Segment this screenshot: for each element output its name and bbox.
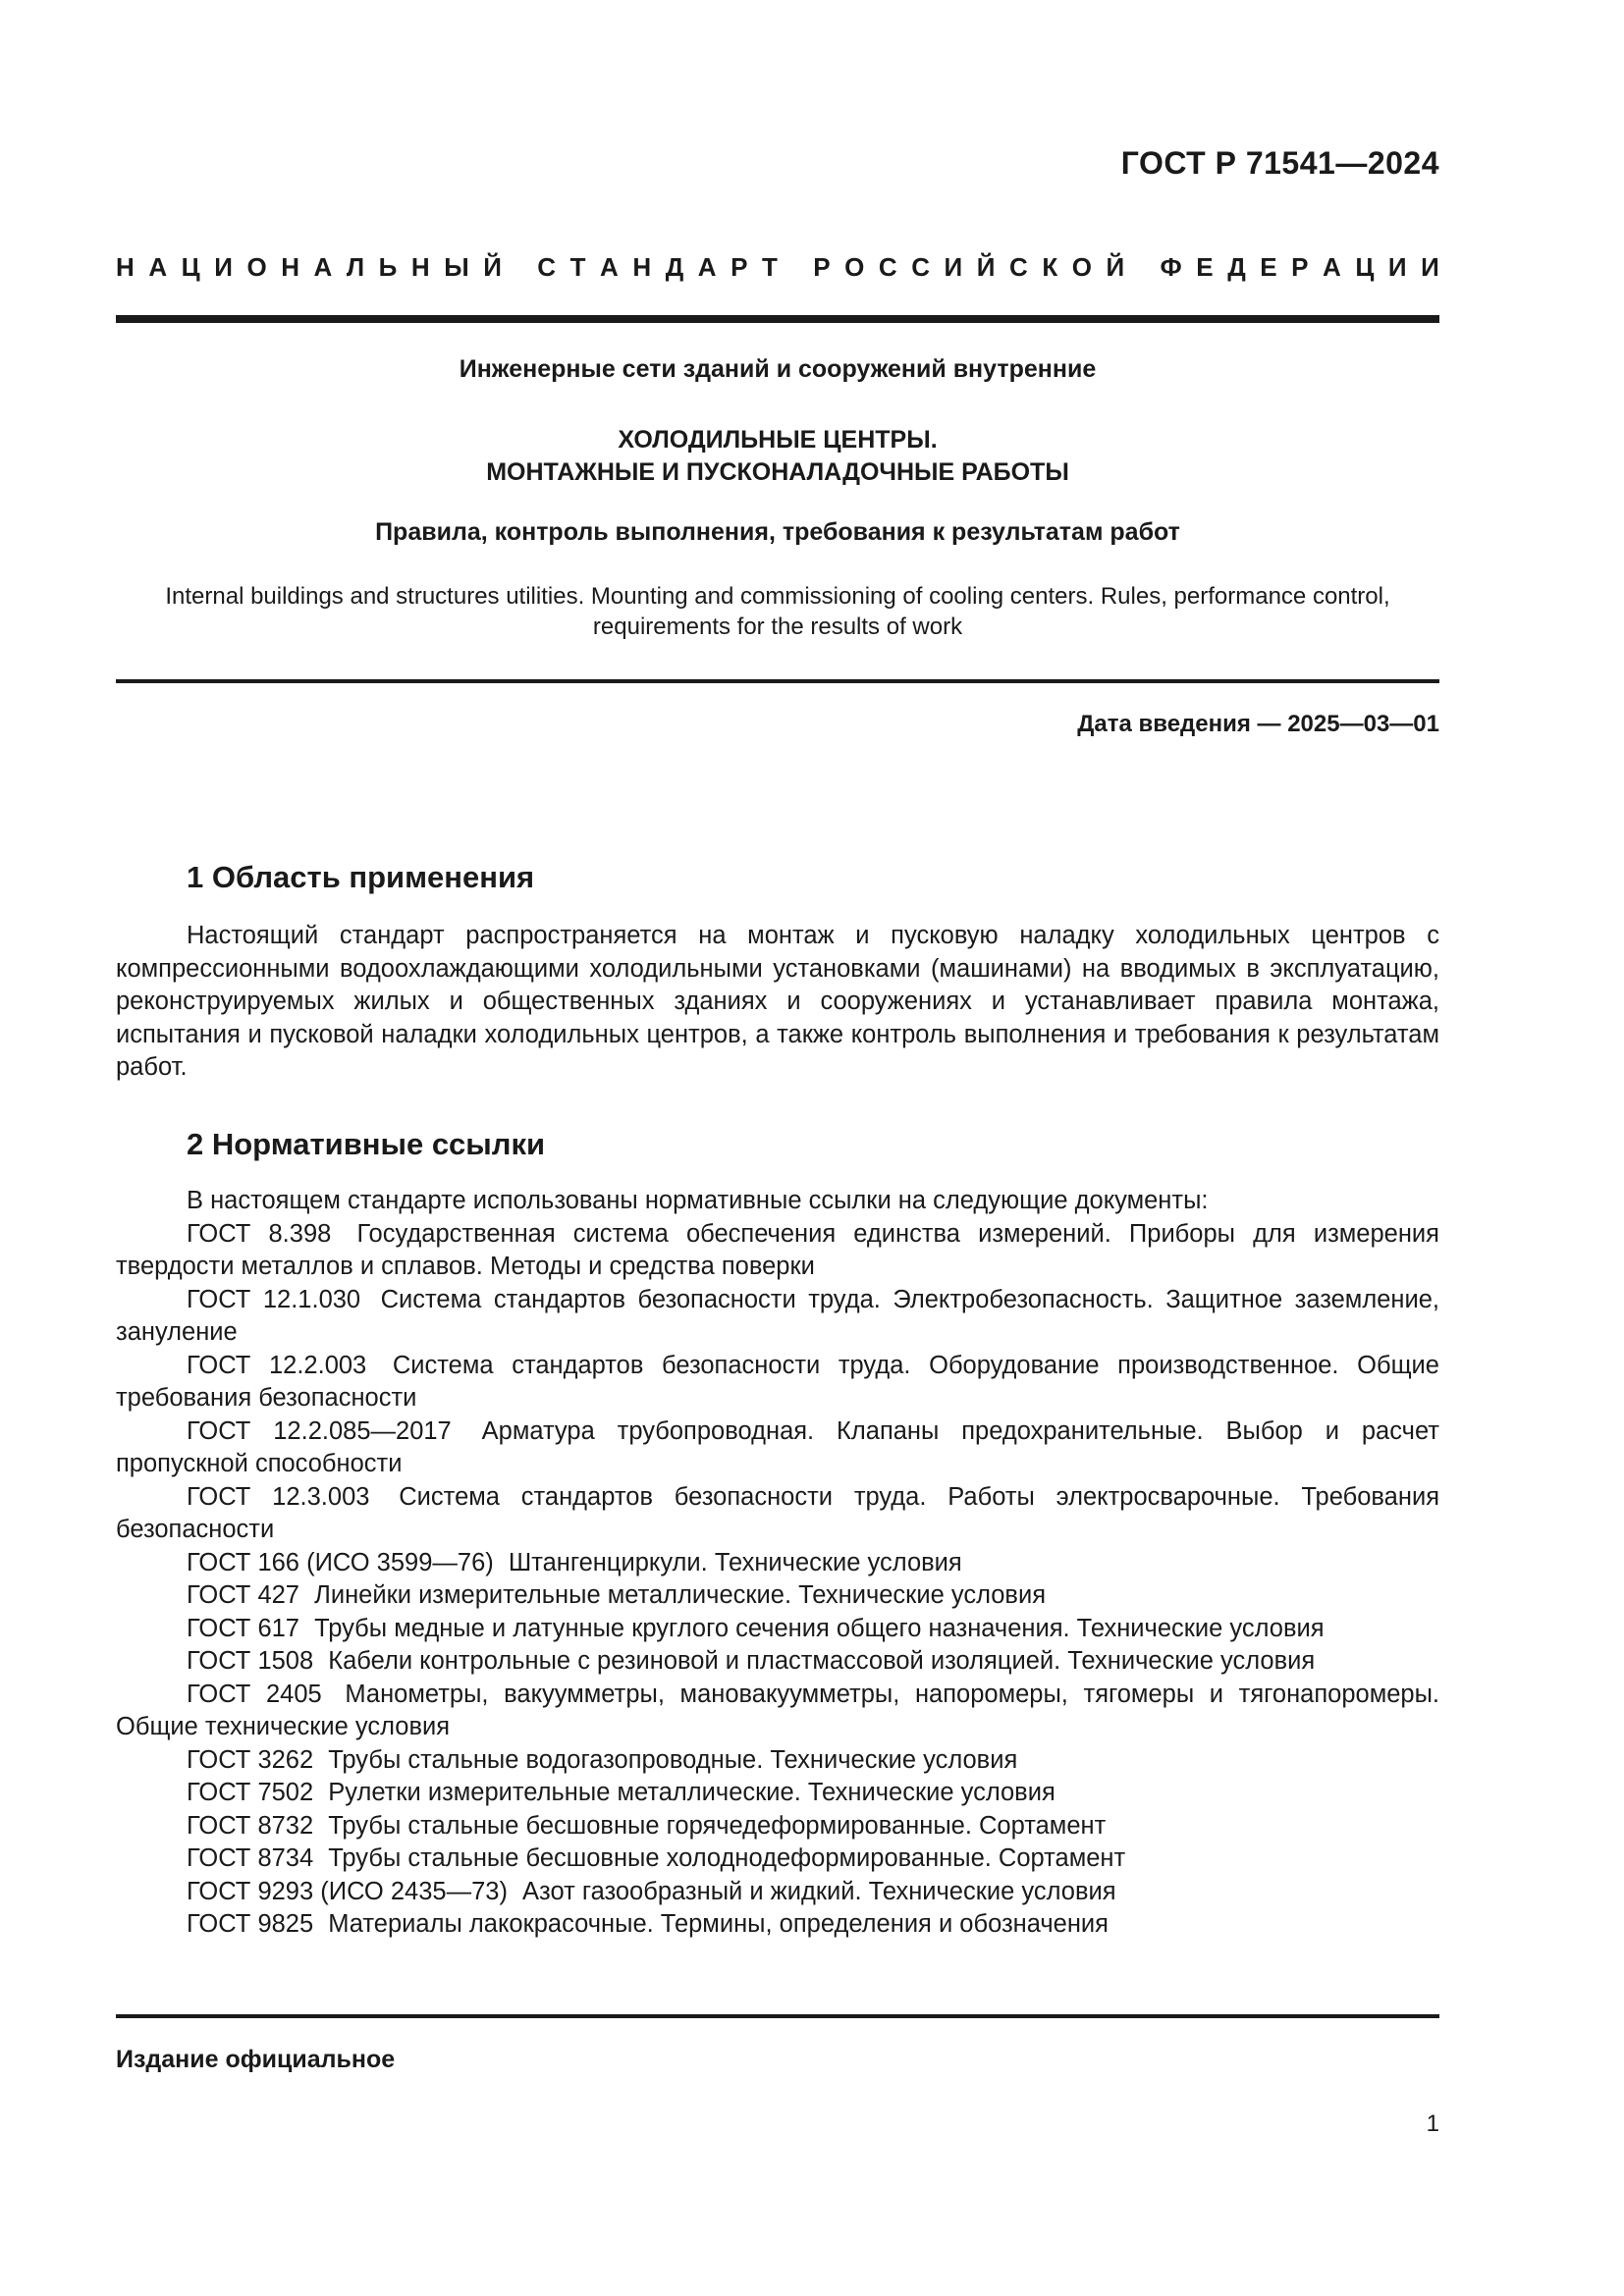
reference-code: ГОСТ 8.398 bbox=[187, 1219, 332, 1248]
normative-reference bbox=[116, 1645, 1439, 1679]
footer-rule bbox=[116, 2014, 1439, 2018]
reference-title: Государственная система обеспечения единства измерений. Приборы для измерения твердости металлов и сплавов. Методы и средства поверки bbox=[116, 1219, 1439, 1280]
title-main bbox=[116, 424, 1439, 489]
banner-letter: Р bbox=[1291, 252, 1309, 282]
standard-number: ГОСТ Р 71541—2024 bbox=[1120, 145, 1439, 181]
reference-code: ГОСТ 8734 bbox=[187, 1844, 314, 1872]
normative-references-list bbox=[116, 1185, 1439, 1942]
banner-letter: А bbox=[148, 252, 168, 282]
banner-letter: О bbox=[246, 252, 267, 282]
banner-letter: Й bbox=[483, 252, 502, 282]
banner-letter: С bbox=[911, 252, 930, 282]
banner-letter: Ф bbox=[1160, 252, 1182, 282]
normative-reference bbox=[116, 1579, 1439, 1613]
reference-title: Азот газообразный и жидкий. Технические условия bbox=[522, 1877, 1116, 1905]
banner-letter: Н bbox=[410, 252, 430, 282]
edition-label: Издание официальное bbox=[116, 2046, 396, 2073]
reference-title: Арматура трубопроводная. Клапаны предохранительные. Выбор и расчет пропускной способности bbox=[116, 1416, 1439, 1477]
reference-code: ГОСТ 1508 bbox=[187, 1647, 314, 1675]
banner-letter: А bbox=[1323, 252, 1341, 282]
date-of-introduction: Дата введения — 2025—03—01 bbox=[1077, 711, 1439, 737]
section-refs-heading: 2 Нормативные ссылки bbox=[187, 1127, 546, 1161]
banner-letter: Д bbox=[665, 252, 684, 282]
banner-letter: А bbox=[600, 252, 619, 282]
reference-code: ГОСТ 2405 bbox=[187, 1680, 322, 1708]
reference-title: Система стандартов безопасности труда. Электробезопасность. Защитное заземление, зануление bbox=[116, 1285, 1439, 1346]
banner-letter: Ь bbox=[378, 252, 398, 282]
normative-reference bbox=[116, 1744, 1439, 1778]
title-english bbox=[116, 581, 1439, 642]
reference-code: ГОСТ 12.3.003 bbox=[187, 1482, 370, 1511]
title-group: Инженерные сети зданий и сооружений внутренние bbox=[459, 355, 1097, 383]
banner-letter: Ы bbox=[444, 252, 469, 282]
normative-reference bbox=[116, 1679, 1439, 1744]
title-rule bbox=[116, 679, 1439, 683]
reference-code: ГОСТ 9293 (ИСО 2435—73) bbox=[187, 1877, 508, 1905]
national-standard-banner bbox=[116, 252, 1439, 283]
normative-reference bbox=[116, 1218, 1439, 1284]
title-english-line-2: requirements for the results of work bbox=[592, 614, 963, 640]
normative-reference bbox=[116, 1810, 1439, 1843]
reference-code: ГОСТ 7502 bbox=[187, 1779, 314, 1806]
section-scope-heading: 1 Область применения bbox=[187, 860, 535, 894]
banner-letter: Н bbox=[116, 252, 135, 282]
banner-letter: С bbox=[537, 252, 557, 282]
normative-reference bbox=[116, 1350, 1439, 1415]
banner-letter: О bbox=[1071, 252, 1092, 282]
title-main-line-2: МОНТАЖНЫЕ И ПУСКОНАЛАДОЧНЫЕ РАБОТЫ bbox=[486, 458, 1069, 486]
banner-letter: А bbox=[313, 252, 333, 282]
refs-intro: В настоящем стандарте использованы нормативные ссылки на следующие документы: bbox=[187, 1187, 1209, 1214]
banner-letter: Й bbox=[976, 252, 996, 282]
reference-title: Манометры, вакуумметры, мановакуумметры, напоромеры, тягомеры и тягонапоромеры. Общие технические условия bbox=[116, 1680, 1440, 1740]
title-main-line-1: ХОЛОДИЛЬНЫЕ ЦЕНТРЫ. bbox=[618, 426, 938, 454]
banner-letter: Р bbox=[731, 252, 748, 282]
banner-letter: И bbox=[214, 252, 233, 282]
reference-title: Система стандартов безопасности труда. Оборудование производственное. Общие требования безопасности bbox=[116, 1351, 1439, 1412]
banner-letter: Е bbox=[1260, 252, 1277, 282]
banner-letter: Р bbox=[813, 252, 831, 282]
banner-letter: Л bbox=[346, 252, 365, 282]
reference-code: ГОСТ 12.2.085—2017 bbox=[187, 1416, 452, 1445]
banner-letter: Д bbox=[1227, 252, 1246, 282]
banner-letter bbox=[1139, 252, 1146, 283]
reference-title: Рулетки измерительные металлические. Технические условия bbox=[328, 1779, 1056, 1806]
reference-title: Трубы стальные бесшовные холоднодеформированные. Сортамент bbox=[328, 1844, 1126, 1872]
normative-reference bbox=[116, 1284, 1439, 1350]
banner-letter: Т bbox=[761, 252, 778, 282]
reference-code: ГОСТ 8732 bbox=[187, 1811, 314, 1840]
normative-reference bbox=[116, 1908, 1439, 1942]
title-subtitle: Правила, контроль выполнения, требования к результатам работ bbox=[375, 518, 1180, 546]
reference-code: ГОСТ 427 bbox=[187, 1581, 299, 1609]
banner-letter: К bbox=[1042, 252, 1058, 282]
banner-letter: И bbox=[1421, 252, 1439, 282]
banner-letter: О bbox=[844, 252, 865, 282]
section-scope-text: Настоящий стандарт распространяется на монтаж и пусковую наладку холодильных центров с компрессионными водоохлаждающими холодильными установками (машинами) на вводимых в эксплуатацию, реконструируемых жилых и общественных зданиях и сооружениях и устанавливает правила монтажа, испытания и пусковой наладки холодильных центров, а также контроль выполнения и требования к результатам работ. bbox=[116, 922, 1439, 1081]
banner-letter: Н bbox=[281, 252, 299, 282]
reference-title: Материалы лакокрасочные. Термины, определения и обозначения bbox=[328, 1910, 1109, 1938]
reference-title: Трубы стальные бесшовные горячедеформированные. Сортамент bbox=[328, 1811, 1107, 1840]
reference-title: Штангенциркули. Технические условия bbox=[508, 1548, 962, 1576]
banner-letter: Ц bbox=[1355, 252, 1375, 282]
banner-letter: Й bbox=[1106, 252, 1125, 282]
banner-letter bbox=[515, 252, 522, 283]
header-rule bbox=[116, 315, 1439, 323]
normative-reference bbox=[116, 1876, 1439, 1909]
banner-letter: С bbox=[1009, 252, 1028, 282]
banner-letter: С bbox=[878, 252, 897, 282]
banner-letter bbox=[791, 252, 798, 283]
normative-reference bbox=[116, 1481, 1439, 1547]
banner-letter: Н bbox=[632, 252, 652, 282]
reference-title: Трубы стальные водогазопроводные. Технические условия bbox=[328, 1745, 1018, 1774]
normative-reference bbox=[116, 1613, 1439, 1646]
reference-code: ГОСТ 12.1.030 bbox=[187, 1285, 361, 1313]
reference-code: ГОСТ 3262 bbox=[187, 1745, 314, 1774]
banner-letter: Т bbox=[569, 252, 586, 282]
reference-title: Система стандартов безопасности труда. Работы электросварочные. Требования безопасности bbox=[116, 1482, 1440, 1543]
normative-reference bbox=[116, 1777, 1439, 1810]
reference-code: ГОСТ 9825 bbox=[187, 1910, 314, 1938]
banner-letter: И bbox=[1387, 252, 1407, 282]
title-english-line-1: Internal buildings and structures utilities. Mounting and commissioning of cooling centers. Rules, performance control, bbox=[165, 583, 1390, 610]
page-number: 1 bbox=[1426, 2110, 1439, 2137]
reference-code: ГОСТ 166 (ИСО 3599—76) bbox=[187, 1548, 494, 1576]
banner-letter: А bbox=[697, 252, 717, 282]
banner-letter: Е bbox=[1196, 252, 1214, 282]
reference-code: ГОСТ 617 bbox=[187, 1614, 299, 1642]
reference-code: ГОСТ 12.2.003 bbox=[187, 1351, 367, 1379]
banner-letter: И bbox=[944, 252, 963, 282]
normative-reference bbox=[116, 1415, 1439, 1481]
reference-title: Трубы медные и латунные круглого сечения общего назначения. Технические условия bbox=[314, 1614, 1325, 1642]
banner-letter: Ц bbox=[181, 252, 200, 282]
normative-reference bbox=[116, 1547, 1439, 1580]
reference-title: Кабели контрольные с резиновой и пластмассовой изоляцией. Технические условия bbox=[328, 1647, 1316, 1675]
reference-title: Линейки измерительные металлические. Технические условия bbox=[314, 1581, 1047, 1609]
normative-reference bbox=[116, 1842, 1439, 1876]
